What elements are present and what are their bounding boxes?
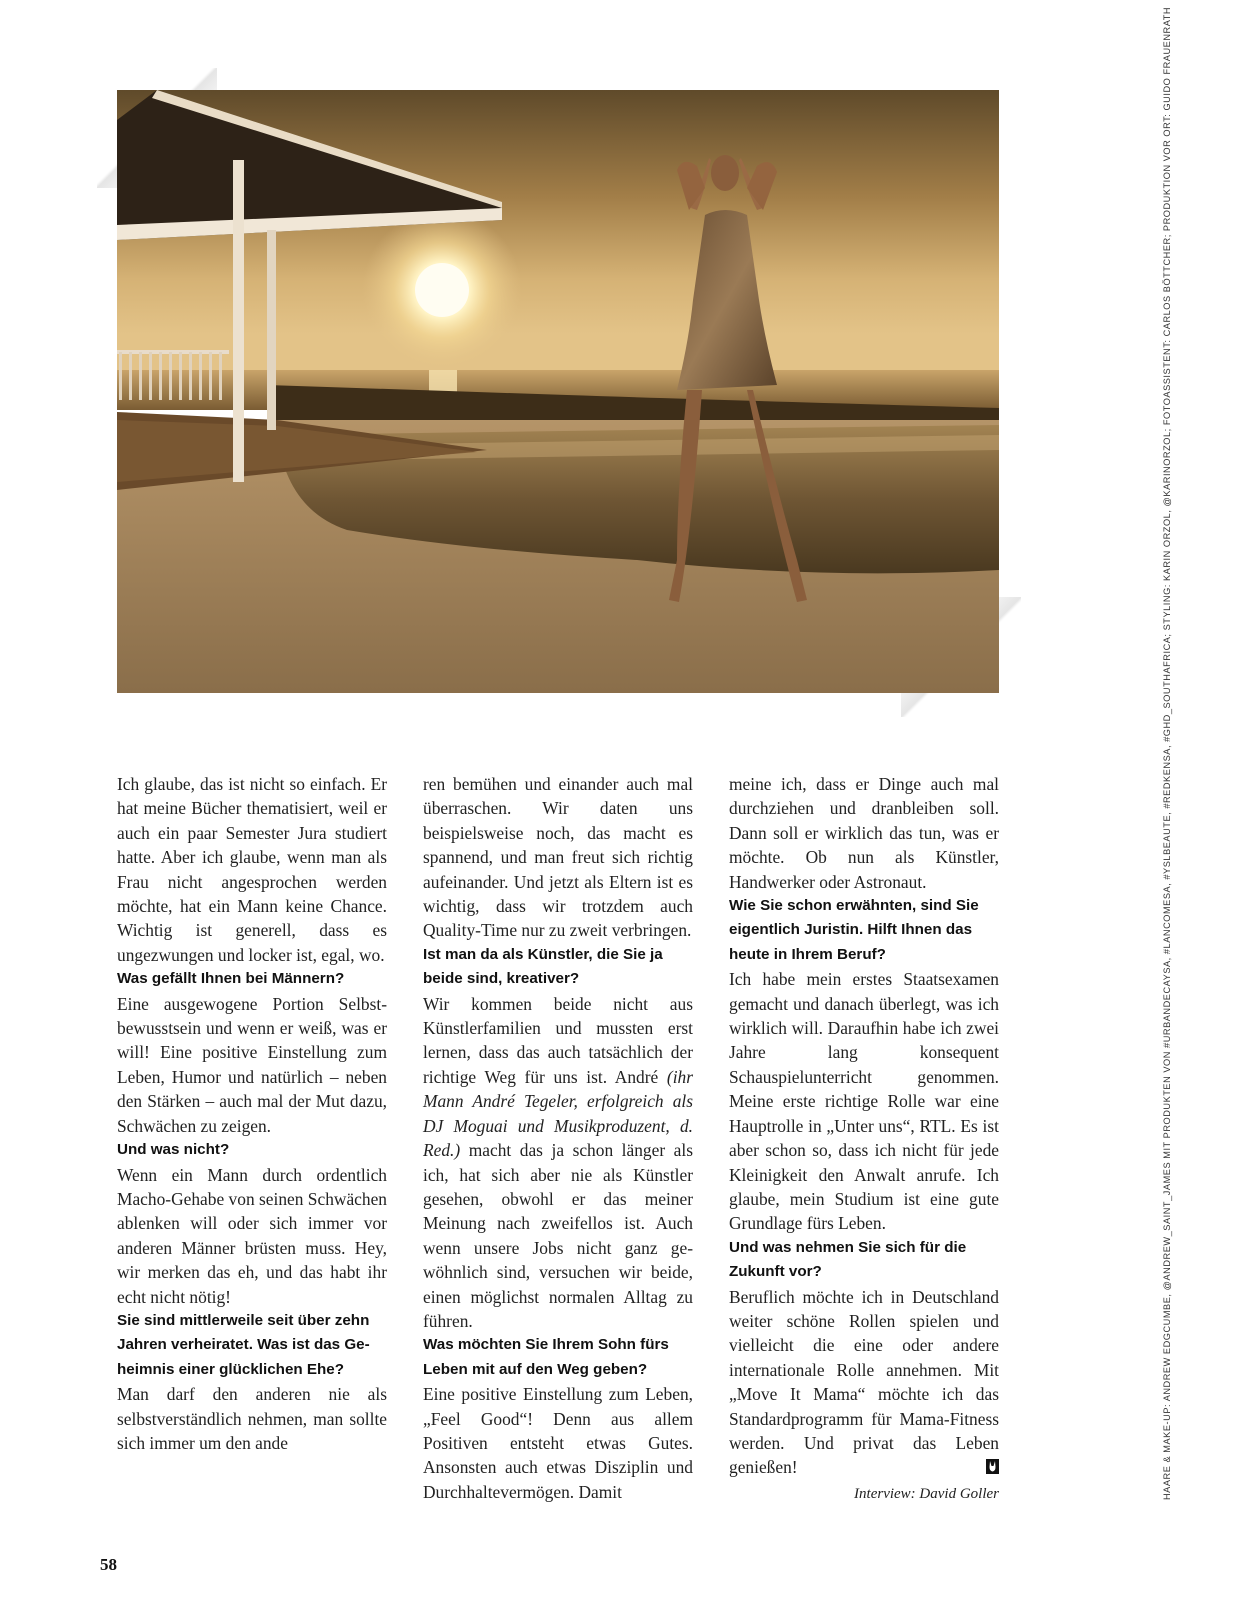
page-number: 58 [100, 1555, 117, 1574]
paragraph: Wenn ein Mann durch ordentlich Macho-Gehabe von seinen Schwächen ablenken will oder sich immer vor anderen Männer brüsten muss. Hey, wir merken das eh, und das habt ihr echt nicht nötig! [117, 1164, 387, 1307]
paragraph: Man darf den anderen nie als selbstverständlich nehmen, man sollte sich immer um den ande [117, 1384, 387, 1453]
sunset-pool-photo [117, 90, 999, 693]
question-heading: Sie sind mittlerweile seit über zehn Jahren verheiratet. Was ist das Geheimnis einer glücklichen Ehe? [117, 1311, 370, 1378]
paragraph: Eine ausgewogene Portion Selbstbewusstsein und wenn er weiß, was er will! Eine positive Einstellung zum Leben, Humor und natürlich – neben den Stärken – auch mal der Mut dazu, Schwächen zu zeigen. [117, 993, 387, 1136]
editor-note: (ihr Mann André Tegeler, erfolgreich als DJ Moguai und Musikproduzent, d. Red.) [423, 1066, 693, 1161]
question-heading: Was möchten Sie Ihrem Sohn fürs Leben mit auf den Weg geben? [423, 1336, 669, 1378]
question-heading: Und was nehmen Sie sich für die Zukunft vor? [729, 1238, 967, 1281]
article-column-1 [117, 772, 387, 1455]
bunny-end-mark-icon [986, 1459, 999, 1474]
photo-credit: HAARE & MAKE-UP: ANDREW EDGCUMBE, @ANDREW_SAINT_JAMES MIT PRODUKTEN VON #URBANDECAYSA, #LANCOMESA, #YSLBEAUTE, #REDKENSA, #GHD_SOUTHAFRICA; STYLING: KARIN ORZOL, @KARINORZOL; FOTOASSISTENT: CARLOS BÖTTCHER; PRODUKTION VOR ORT: GUIDO FRAUENRATH [1162, 6, 1172, 1500]
question-heading: Wie Sie schon erwähnten, sind Sie eigentlich Juristin. Hilft Ihnen das heute in Ihrem Beruf? [729, 897, 979, 963]
interview-byline: Interview: David Goller [854, 1485, 999, 1502]
paragraph-text: macht das ja schon länger als ich, hat sich aber nie als Künstler gesehen, obwohl er das meiner Meinung nach zweifellos ist. Auch wenn unsere Jobs nicht ganz gewöhnlich sind, versuchen wir beide, einen möglichst normalen Alltag zu führen. [423, 1140, 693, 1331]
paragraph: Ich glaube, das ist nicht so einfach. Er hat meine Bücher thematisiert, weil er auch ein paar Semester Jura studiert hatte. Aber ich glaube, wenn man als Frau nicht angesprochen werden möchte, hat ein Mann keine Chance. Wichtig ist generell, dass es ungezwungen und locker ist, egal, wo. [117, 774, 387, 965]
question-heading: Und was nicht? [117, 1141, 230, 1159]
paragraph-text: Wir kommen beide nicht aus Künstlerfamilien und mussten erst lernen, dass das auch tatsächlich der richtige Weg für uns ist. André [423, 993, 693, 1087]
paragraph: Ich habe mein erstes Staatsexamen gemacht und danach überlegt, was ich wirklich will. Daraufhin habe ich zwei Jahre lang konsequent Schauspielunterricht genommen. Meine erste richtige Rolle war eine Hauptrolle in „Unter uns“, RTL. Es ist aber schon so, dass ich nicht für jede Kleinigkeit den Anwalt anrufe. Ich glaube, mein Studium ist eine gute Grundlage fürs Leben. [729, 969, 999, 1234]
paragraph: Eine positive Einstellung zum Leben, „Feel Good“! Denn aus allem Positiven entsteht etwas Gutes. Ansonsten auch etwas Disziplin und Durchhaltevermögen. Damit [423, 1384, 693, 1502]
article-column-2 [423, 772, 693, 1504]
paragraph: ren bemühen und einander auch mal überraschen. Wir daten uns beispielsweise noch, das macht es spannend, und man freut sich richtig aufeinander. Und jetzt als Eltern ist es wichtig, dass wir trotzdem auch Quality-Time nur zu zweit verbringen. [423, 774, 693, 941]
question-heading: Was gefällt Ihnen bei Männern? [117, 970, 345, 988]
paragraph [729, 1285, 999, 1480]
question-heading: Ist man da als Künstler, die Sie ja beide sind, kreativer? [423, 945, 663, 988]
photo-frame [117, 90, 999, 693]
paragraph: meine ich, dass er Dinge auch mal durchziehen und dranbleiben soll. Dann soll er wirklich das tun, was er möchte. Ob nun als Künstler, Handwerker oder Astronaut. [729, 774, 999, 892]
article-column-3 [729, 772, 999, 1506]
paragraph-text: Beruflich möchte ich in Deutschland weiter schöne Rollen spielen und vielleicht die eine oder andere internationale Rolle annehmen. Mit „Move It Mama“ möchte ich das Standardprogramm für Mama-Fitness werden. Und privat das Leben genießen! [729, 1286, 999, 1478]
paragraph [423, 992, 693, 1334]
